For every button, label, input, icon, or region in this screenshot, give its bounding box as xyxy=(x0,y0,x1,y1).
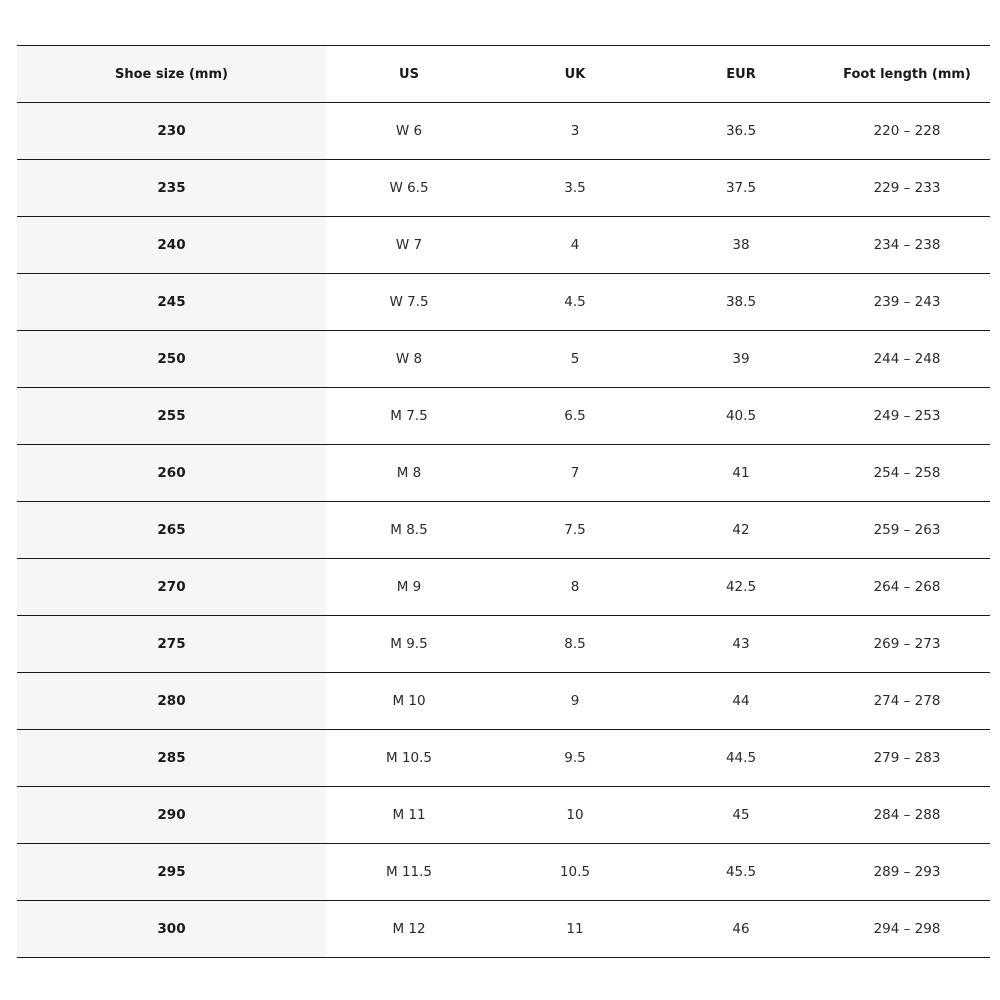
cell-uk-size: 9 xyxy=(492,673,658,730)
table-header xyxy=(17,46,990,103)
table-row xyxy=(17,673,990,730)
cell-eur-size: 45.5 xyxy=(658,844,824,901)
cell-uk-size: 6.5 xyxy=(492,388,658,445)
cell-uk-size: 4.5 xyxy=(492,274,658,331)
cell-eur-size: 37.5 xyxy=(658,160,824,217)
cell-eur-size: 42.5 xyxy=(658,559,824,616)
cell-uk-size: 11 xyxy=(492,901,658,958)
table-row xyxy=(17,331,990,388)
cell-foot-length-mm: 284 – 288 xyxy=(824,787,990,844)
cell-shoe-size-mm: 300 xyxy=(17,901,326,958)
cell-us-size: W 8 xyxy=(326,331,492,388)
cell-uk-size: 7.5 xyxy=(492,502,658,559)
table-row xyxy=(17,103,990,160)
cell-uk-size: 5 xyxy=(492,331,658,388)
cell-us-size: M 11 xyxy=(326,787,492,844)
cell-foot-length-mm: 239 – 243 xyxy=(824,274,990,331)
table-row xyxy=(17,559,990,616)
cell-us-size: M 12 xyxy=(326,901,492,958)
shoe-size-table xyxy=(17,45,990,958)
cell-shoe-size-mm: 265 xyxy=(17,502,326,559)
cell-foot-length-mm: 269 – 273 xyxy=(824,616,990,673)
table-body xyxy=(17,103,990,958)
cell-eur-size: 39 xyxy=(658,331,824,388)
cell-shoe-size-mm: 230 xyxy=(17,103,326,160)
cell-uk-size: 9.5 xyxy=(492,730,658,787)
header-foot-length-mm: Foot length (mm) xyxy=(824,46,990,103)
cell-foot-length-mm: 220 – 228 xyxy=(824,103,990,160)
cell-us-size: M 10 xyxy=(326,673,492,730)
cell-foot-length-mm: 294 – 298 xyxy=(824,901,990,958)
cell-uk-size: 8.5 xyxy=(492,616,658,673)
cell-uk-size: 3.5 xyxy=(492,160,658,217)
cell-us-size: M 7.5 xyxy=(326,388,492,445)
cell-us-size: M 11.5 xyxy=(326,844,492,901)
header-eur: EUR xyxy=(658,46,824,103)
header-us: US xyxy=(326,46,492,103)
cell-shoe-size-mm: 275 xyxy=(17,616,326,673)
cell-shoe-size-mm: 240 xyxy=(17,217,326,274)
cell-shoe-size-mm: 245 xyxy=(17,274,326,331)
cell-us-size: W 7 xyxy=(326,217,492,274)
cell-foot-length-mm: 234 – 238 xyxy=(824,217,990,274)
cell-shoe-size-mm: 255 xyxy=(17,388,326,445)
cell-eur-size: 42 xyxy=(658,502,824,559)
cell-shoe-size-mm: 260 xyxy=(17,445,326,502)
cell-foot-length-mm: 274 – 278 xyxy=(824,673,990,730)
table-row xyxy=(17,730,990,787)
header-uk: UK xyxy=(492,46,658,103)
cell-uk-size: 3 xyxy=(492,103,658,160)
cell-uk-size: 10.5 xyxy=(492,844,658,901)
cell-us-size: W 6 xyxy=(326,103,492,160)
table-row xyxy=(17,844,990,901)
cell-foot-length-mm: 279 – 283 xyxy=(824,730,990,787)
cell-eur-size: 41 xyxy=(658,445,824,502)
cell-us-size: W 7.5 xyxy=(326,274,492,331)
cell-us-size: M 9 xyxy=(326,559,492,616)
cell-uk-size: 10 xyxy=(492,787,658,844)
cell-eur-size: 36.5 xyxy=(658,103,824,160)
cell-uk-size: 8 xyxy=(492,559,658,616)
cell-eur-size: 38 xyxy=(658,217,824,274)
cell-foot-length-mm: 254 – 258 xyxy=(824,445,990,502)
cell-eur-size: 44.5 xyxy=(658,730,824,787)
cell-eur-size: 40.5 xyxy=(658,388,824,445)
cell-us-size: M 8 xyxy=(326,445,492,502)
cell-shoe-size-mm: 290 xyxy=(17,787,326,844)
table-row xyxy=(17,901,990,958)
cell-eur-size: 45 xyxy=(658,787,824,844)
cell-foot-length-mm: 244 – 248 xyxy=(824,331,990,388)
table-row xyxy=(17,217,990,274)
cell-eur-size: 43 xyxy=(658,616,824,673)
table-row xyxy=(17,787,990,844)
cell-eur-size: 38.5 xyxy=(658,274,824,331)
table-row xyxy=(17,502,990,559)
cell-us-size: M 8.5 xyxy=(326,502,492,559)
cell-shoe-size-mm: 235 xyxy=(17,160,326,217)
table-row xyxy=(17,160,990,217)
cell-foot-length-mm: 259 – 263 xyxy=(824,502,990,559)
cell-foot-length-mm: 229 – 233 xyxy=(824,160,990,217)
table-row xyxy=(17,616,990,673)
cell-uk-size: 7 xyxy=(492,445,658,502)
table-row xyxy=(17,274,990,331)
cell-us-size: W 6.5 xyxy=(326,160,492,217)
cell-foot-length-mm: 249 – 253 xyxy=(824,388,990,445)
cell-shoe-size-mm: 285 xyxy=(17,730,326,787)
cell-us-size: M 10.5 xyxy=(326,730,492,787)
table-row xyxy=(17,445,990,502)
cell-us-size: M 9.5 xyxy=(326,616,492,673)
cell-uk-size: 4 xyxy=(492,217,658,274)
table-row xyxy=(17,388,990,445)
cell-shoe-size-mm: 295 xyxy=(17,844,326,901)
cell-foot-length-mm: 289 – 293 xyxy=(824,844,990,901)
cell-eur-size: 46 xyxy=(658,901,824,958)
header-row xyxy=(17,46,990,103)
header-shoe-size-mm: Shoe size (mm) xyxy=(17,46,326,103)
cell-eur-size: 44 xyxy=(658,673,824,730)
cell-shoe-size-mm: 250 xyxy=(17,331,326,388)
cell-shoe-size-mm: 270 xyxy=(17,559,326,616)
cell-shoe-size-mm: 280 xyxy=(17,673,326,730)
cell-foot-length-mm: 264 – 268 xyxy=(824,559,990,616)
